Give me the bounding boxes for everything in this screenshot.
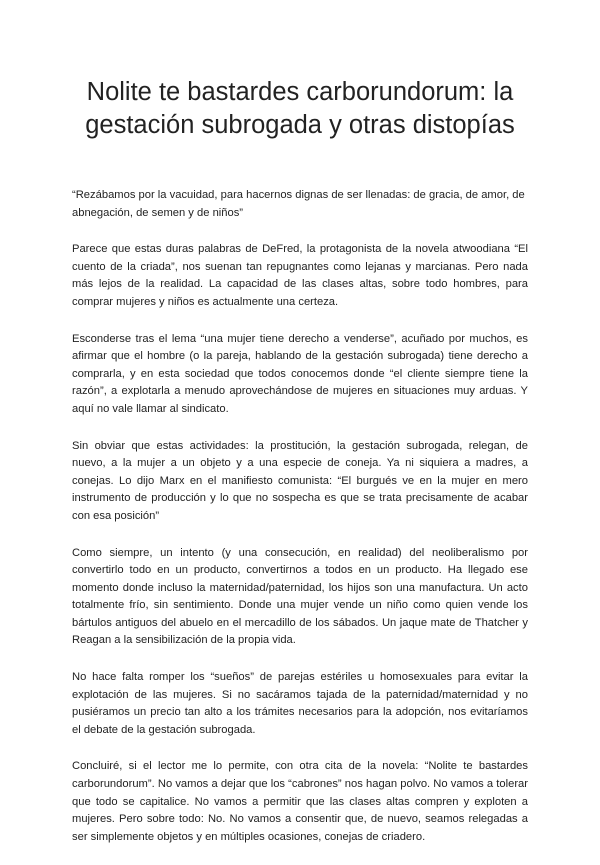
body-paragraph: Esconderse tras el lema “una mujer tiene derecho a venderse”, acuñado por muchos, es afirmar que el hombre (o la pareja, hablando de la gestación subrogada) tiene derecho a comprarla, y en esta sociedad que todos conocemos donde “el cliente siempre tiene la razón”, a explotarla a menudo aprovechándose de mujeres en situaciones muy arduas. Y aquí no vale llamar al sindicato. xyxy=(72,332,528,415)
document-title: Nolite te bastardes carborundorum: la gestación subrogada y otras distopías xyxy=(85,78,515,139)
body-paragraph: Sin obviar que estas actividades: la prostitución, la gestación subrogada, relegan, de nuevo, a la mujer a un objeto y a una especie de coneja. Ya ni siquiera a madres, a conejas. Lo dijo Marx en el manifiesto comunista: “El burgués ve en la mujer en mero instrumento de producción y lo que no sospecha es que se trata precisamente de acabar con esa posición” xyxy=(72,439,528,522)
body-paragraph: Parece que estas duras palabras de DeFred, la protagonista de la novela atwoodiana “El cuento de la criada”, nos suenan tan repugnantes como lejanas y marcianas. Pero nada más lejos de la realidad. La capacidad de las clases altas, sobre todo hombres, para comprar mujeres y niños es actualmente una certeza. xyxy=(72,243,528,308)
body-paragraph: No hace falta romper los “sueños” de parejas estériles u homosexuales para evitar la explotación de las mujeres. Si no sacáramos tajada de la paternidad/maternidad y no pusiéramos un precio tan alto a los trámites necesarios para la adopción, nos evitaríamos el debate de la gestación subrogada. xyxy=(72,671,528,736)
body-paragraph: Como siempre, un intento (y una consecución, en realidad) del neoliberalismo por convertirlo todo en un producto, convertirnos a todos en un producto. Ha llegado ese momento donde incluso la maternidad/paternidad, los hijos son una manufactura. Un acto totalmente frío, sin sentimiento. Donde una mujer vende un niño como quien vende los bártulos antiguos del abuelo en el mercadillo de los sábados. Un jaque mate de Thatcher y Reagan a la sensibilización de la propia vida. xyxy=(72,546,528,647)
document-body xyxy=(72,187,528,865)
opening-quote-paragraph: “Rezábamos por la vacuidad, para hacernos dignas de ser llenadas: de gracia, de amor, de abnegación, de semen y de niños” xyxy=(72,189,525,219)
closing-paragraph: Concluiré, si el lector me lo permite, con otra cita de la novela: “Nolite te bastardes carborundorum”. No vamos a dejar que los “cabrones” nos hagan polvo. No vamos a tolerar que todo se capitalice. No vamos a permitir que las clases altas compren y exploten a mujeres. Pero sobre todo: No. No vamos a consentir que, de nuevo, seamos relegadas a ser simplemente objetos y en múltiples ocasiones, conejas de criadero. xyxy=(72,760,528,843)
